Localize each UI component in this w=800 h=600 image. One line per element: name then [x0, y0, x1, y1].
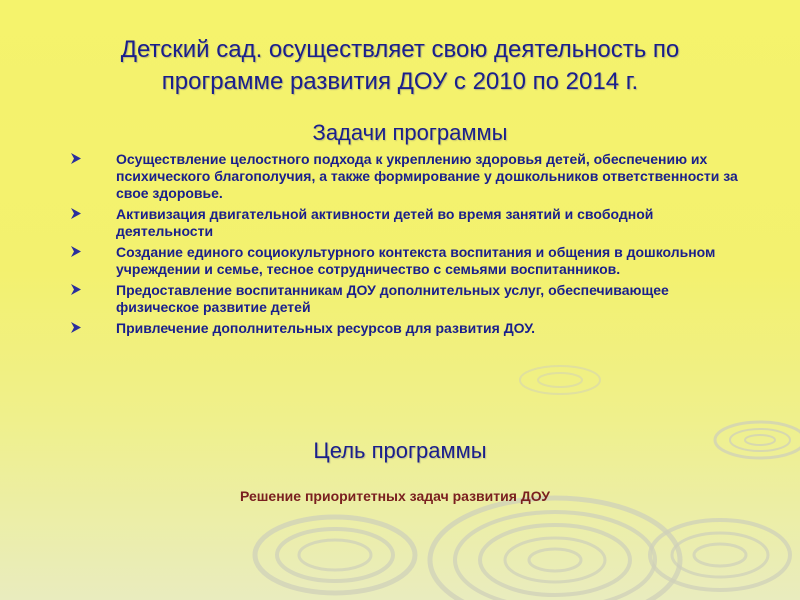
goal-text: Решение приоритетных задач развития ДОУ [239, 488, 551, 504]
arrowhead-bullet-icon [70, 321, 82, 334]
task-text: Привлечение дополнительных ресурсов для развития ДОУ. [116, 320, 536, 336]
arrowhead-bullet-icon [70, 283, 82, 296]
list-item [70, 151, 750, 202]
task-text: Активизация двигательной активности детей во время занятий и свободной деятельности [116, 206, 654, 239]
arrowhead-bullet-icon [70, 207, 82, 220]
list-item [70, 206, 750, 240]
arrowhead-bullet-icon [70, 245, 82, 258]
task-list [70, 151, 750, 341]
list-item [70, 244, 750, 278]
list-item [70, 282, 750, 316]
list-item [70, 320, 750, 337]
task-text: Предоставление воспитанникам ДОУ дополнительных услуг, обеспечивающее физическое развитие детей [116, 282, 669, 315]
task-text: Создание единого социокультурного контекста воспитания и общения в дошкольном учреждении и семье, тесное сотрудничество с семьями воспитанников. [116, 244, 716, 277]
goal-heading: Цель программы [313, 438, 487, 463]
slide-title: Детский сад. осуществляет свою деятельность по программе развития ДОУ с 2010 по 2014 г. [120, 36, 680, 95]
task-text: Осуществление целостного подхода к укреплению здоровья детей, обеспечению их психического благополучия, а также формирование у дошкольников ответственности за свое здоровье. [116, 151, 738, 201]
tasks-heading: Задачи программы [312, 120, 508, 145]
arrowhead-bullet-icon [70, 152, 82, 165]
